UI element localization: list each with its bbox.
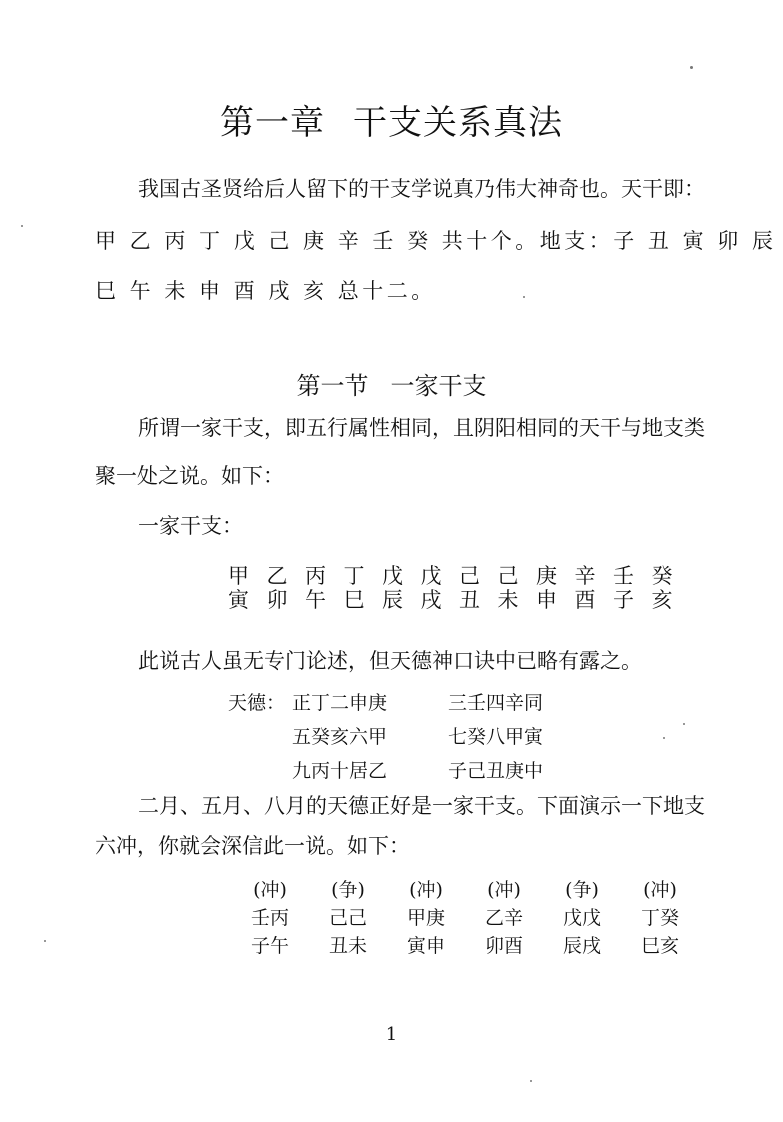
- stem: 戊: [420, 564, 442, 588]
- branch: 卯: [266, 588, 288, 612]
- intro-line-1: 我国古圣贤给后人留下的干支学说真乃伟大神奇也。天干即：: [138, 177, 705, 201]
- clash-column: [313, 876, 383, 960]
- tiande-verse: 七癸八甲寅: [448, 726, 544, 748]
- scan-speck: [683, 723, 685, 725]
- section-number: 第一节: [296, 372, 369, 400]
- branch: 戌: [420, 588, 442, 612]
- branch: 酉: [574, 588, 596, 612]
- clash-relation: (争): [565, 879, 599, 901]
- stem: 戊: [382, 564, 403, 588]
- clash-relation: (冲): [487, 879, 521, 901]
- clash-branches: 卯酉: [484, 935, 523, 957]
- branch: 亥: [651, 588, 673, 612]
- scan-speck: [523, 296, 525, 298]
- stem: 己: [459, 564, 480, 588]
- section-name: 一家干支: [390, 372, 487, 400]
- tiande-verse: 三壬四辛同: [448, 692, 544, 714]
- closing-line-2: 六冲，你就会深信此一说。如下：: [95, 834, 410, 858]
- clash-branches: 子午: [250, 935, 289, 957]
- tiande-verse: 九丙十居乙: [292, 760, 388, 782]
- scan-speck: [21, 225, 23, 227]
- stem: 乙: [266, 564, 288, 588]
- stem: 庚: [536, 564, 557, 588]
- definition-line-1: 所谓一家干支，即五行属性相同，且阴阳相同的天干与地支类: [138, 416, 705, 440]
- section-title: [0, 366, 783, 401]
- pairs-label: 一家干支：: [138, 514, 243, 538]
- clash-relation: (冲): [253, 879, 287, 901]
- scan-speck: [44, 940, 46, 942]
- branches-row: [228, 584, 690, 614]
- stem: 辛: [574, 564, 596, 588]
- clash-stems: 乙辛: [484, 907, 523, 929]
- branch: 寅: [228, 588, 249, 612]
- stem: 丙: [305, 564, 326, 588]
- branch: 申: [536, 588, 557, 612]
- clash-branches: 寅申: [406, 935, 445, 957]
- clash-branches: 巳亥: [640, 935, 679, 957]
- clash-relation: (冲): [409, 879, 443, 901]
- branch: 巳: [343, 588, 365, 612]
- clash-branches: 丑未: [328, 935, 367, 957]
- stem: 壬: [613, 564, 634, 588]
- clash-relation: (争): [331, 879, 365, 901]
- branch: 午: [305, 588, 326, 612]
- branch: 辰: [382, 588, 403, 612]
- clash-relation: (冲): [643, 879, 677, 901]
- intro-line-2: 甲 乙 丙 丁 戊 己 庚 辛 壬 癸 共十个。地支：子 丑 寅 卯 辰: [95, 229, 777, 253]
- scan-speck: [690, 66, 693, 69]
- chapter-name: 干支关系真法: [353, 103, 563, 143]
- clash-branches: 辰戌: [562, 935, 601, 957]
- branch: 子: [613, 588, 634, 612]
- clash-stems: 戊戊: [562, 907, 601, 929]
- stem: 癸: [651, 564, 673, 588]
- tiande-verse: 子己丑庚中: [448, 760, 544, 782]
- definition-line-2: 聚一处之说。如下：: [95, 464, 284, 488]
- clash-column: [625, 876, 695, 960]
- tiande-verse: 正丁二申庚: [292, 692, 388, 714]
- intro-line-3: 巳 午 未 申 酉 戌 亥 总十二。: [95, 279, 436, 303]
- remark-text: 此说古人虽无专门论述，但天德神口诀中已略有露之。: [138, 649, 642, 673]
- branch: 未: [497, 588, 519, 612]
- clash-stems: 丁癸: [640, 907, 679, 929]
- clash-stems: 壬丙: [250, 907, 289, 929]
- scan-speck: [530, 1080, 532, 1082]
- branch: 丑: [459, 588, 480, 612]
- tiande-verse: 五癸亥六甲: [292, 726, 388, 748]
- clash-stems: 甲庚: [406, 907, 445, 929]
- tiande-label: 天德：: [228, 692, 286, 714]
- clash-column: [469, 876, 539, 960]
- chapter-title: [0, 95, 783, 144]
- page-number: 1: [385, 1024, 398, 1045]
- clash-column: [391, 876, 461, 960]
- clash-column: [235, 876, 305, 960]
- clash-stems: 己己: [328, 907, 367, 929]
- scan-speck: [663, 737, 665, 739]
- stem: 甲: [228, 564, 249, 588]
- stem: 丁: [343, 564, 365, 588]
- closing-line-1: 二月、五月、八月的天德正好是一家干支。下面演示一下地支: [138, 794, 705, 818]
- clash-column: [547, 876, 617, 960]
- chapter-number: 第一章: [220, 103, 325, 143]
- stem: 己: [497, 564, 519, 588]
